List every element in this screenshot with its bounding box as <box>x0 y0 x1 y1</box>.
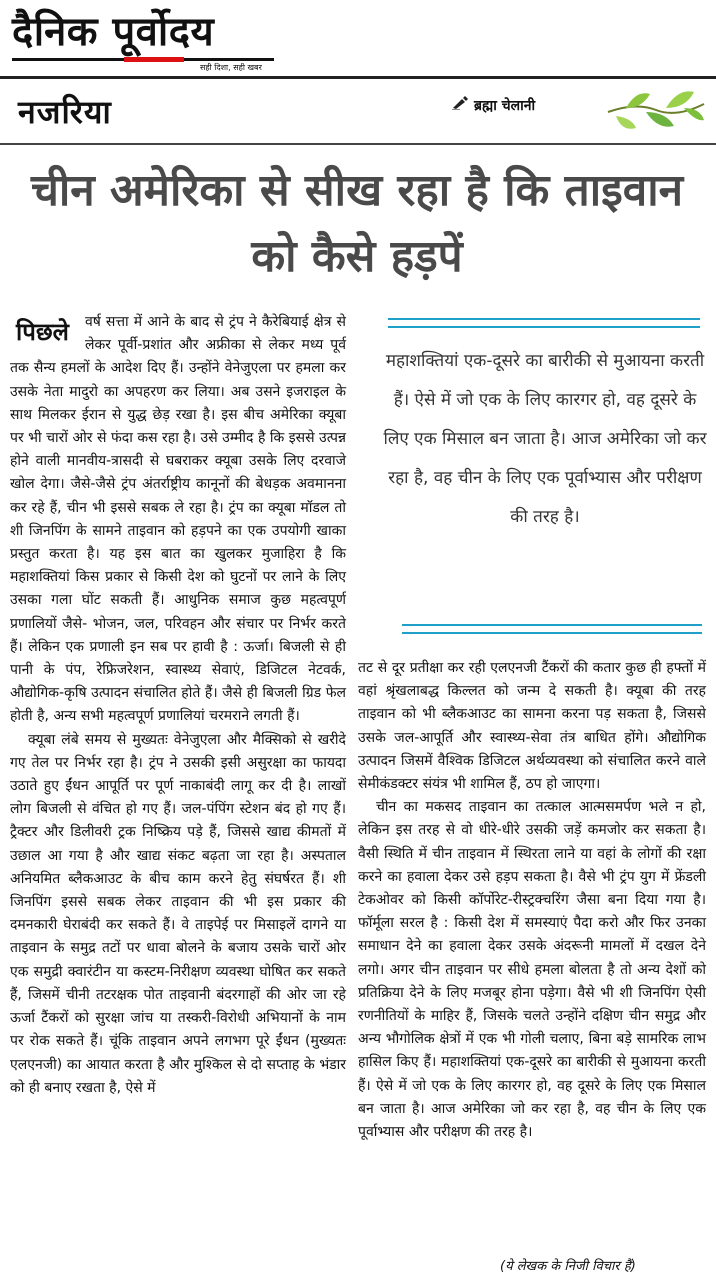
left-column <box>10 311 346 1100</box>
masthead-red-bar <box>124 57 184 62</box>
disclaimer-note: (ये लेखक के निजी विचार हैं) <box>500 1259 636 1274</box>
byline <box>452 96 535 115</box>
paragraph: वर्ष सत्ता में आने के बाद से ट्रंप ने कैरेबियाई क्षेत्र से लेकर पूर्वी-प्रशांत और अफ्रीका से लेकर मध्य पूर्व तक सैन्य हमलों के आदेश दिए हैं। उन्होंने वेनेजुएला पर हमला कर उसके नेता मादुरो का अपहरण कर लिया। अब उसने इजराइल के साथ मिलकर ईरान से युद्ध छेड़ रखा है। इस बीच अमेरिका क्यूबा पर भी चारों ओर से फंदा कस रहा है। उसे उम्मीद है कि इससे उत्पन्न होने वाली मानवीय-त्रासदी से घबराकर क्यूबा उसके लिए दरवाजे खोल देगा। जैसे-जैसे ट्रंप अंतर्राष्ट्रीय कानूनों की बेधड़क अवमानना कर रहे हैं, चीन भी इससे सबक ले रहा है। ट्रंप का क्यूबा मॉडल तो शी जिनपिंग के सामने ताइवान को हड़पने का एक उपयोगी खाका प्रस्तुत करता है। यह इस बात का खुलकर मुजाहिरा है कि महाशक्तियां किस प्रकार से किसी देश को घुटनों पर लाने के लिए उसका गला घोंट सकती हैं। आधुनिक समाज कुछ महत्वपूर्ण प्रणालियों जैसे- भोजन, जल, परिवहन और संचार पर निर्भर करते हैं। लेकिन एक प्रणाली इन सब पर हावी है : ऊर्जा। बिजली से ही पानी के पंप, रेफ्रिजरेशन, स्वास्थ्य सेवाएं, डिजिटल नेटवर्क, औद्योगिक-कृषि उत्पादन संचालित होते हैं। जैसे ही बिजली ग्रिड फेल होती है, अन्य सभी महत्वपूर्ण प्रणालियां चरमराने लगती हैं। <box>10 314 346 725</box>
dropcap-word: पिछले <box>16 318 69 346</box>
section-top-rule <box>0 76 716 79</box>
article-headline: चीन अमेरिका से सीख रहा है कि ताइवान को कैसे हड़पें <box>30 165 684 282</box>
masthead <box>10 2 280 72</box>
paragraph: तट से दूर प्रतीक्षा कर रही एलएनजी टैंकरों की कतार कुछ ही हफ्तों में वहां श्रृंखलाबद्ध किल्लत को जन्म दे सकती है। क्यूबा की तरह ताइवान को भी ब्लैकआउट का सामना करना पड़ सकता है, जिससे उसके जल-आपूर्ति और स्वास्थ्य-सेवा तंत्र बाधित होंगे। औद्योगिक उत्पादन जिसमें वैश्विक डिजिटल अर्थव्यवस्था को संचालित करने वाले सेमीकंडक्टर संयंत्र भी शामिल हैं, ठप हो जाएगा। <box>358 660 706 793</box>
paragraph: चीन का मकसद ताइवान का तत्काल आत्मसमर्पण भले न हो, लेकिन इस तरह से वो धीरे-धीरे उसकी जड़ें कमजोर कर सकता है। वैसी स्थिति में चीन ताइवान में स्थिरता लाने या वहां के लोगों की रक्षा करने का हवाला देकर उसे हड़प सकता है। वैसे भी ट्रंप युग में फ्रेंडली टेकओवर को किसी कॉर्पोरेट-रीस्ट्रक्चरिंग जैसा बना दिया गया है। फॉर्मूला सरल है : किसी देश में समस्याएं पैदा करो और फिर उनका समाधान देने का हवाला देकर उसके अंदरूनी मामलों में दखल देने लगो। अगर चीन ताइवान पर सीधे हमला बोलता है तो अन्य देशों को प्रतिक्रिया देने के लिए मजबूर होना पड़ेगा। वैसे भी शी जिनपिंग ऐसी रणनीतियों के माहिर हैं, जिसके चलते उन्होंने दक्षिण चीन समुद्र और अन्य भौगोलिक क्षेत्रों में एक भी गोली चलाए, बिना बड़े सामरिक लाभ हासिल किए हैं। महाशक्तियां एक-दूसरे का बारीकी से मुआयना करती हैं। ऐसे में जो एक के लिए कारगर हो, वह दूसरे के लिए एक मिसाल बन जाता है। आज अमेरिका जो कर रहा है, वह चीन के लिए एक पूर्वाभ्यास और परीक्षण की तरह है। <box>358 799 706 1141</box>
right-column <box>358 657 706 1144</box>
pullquote-top-rule <box>388 318 700 334</box>
section-title: नजरिया <box>18 93 112 131</box>
pullquote-bottom-rule <box>402 624 702 640</box>
pullquote: महाशक्तियां एक-दूसरे का बारीकी से मुआयना करती हैं। ऐसे में जो एक के लिए कारगर हो, वह दूसरे के लिए एक मिसाल बन जाता है। आज अमेरिका जो कर रहा है, वह चीन के लिए एक पूर्वाभ्यास और परीक्षण की तरह है। <box>383 351 707 527</box>
paragraph: क्यूबा लंबे समय से मुख्यतः वेनेजुएला और मैक्सिको से खरीदे गए तेल पर निर्भर रहा है। ट्रंप ने उसकी इसी असुरक्षा का फायदा उठाते हुए ईंधन आपूर्ति पर पूर्ण नाकाबंदी लागू कर दी है। लाखों लोग बिजली से वंचित हो गए हैं। जल-पंपिंग स्टेशन बंद हो गए हैं। ट्रैक्टर और डिलीवरी ट्रक निष्क्रिय पड़े हैं, जिससे खाद्य कीमतों में उछाल आ गया है और खाद्य संकट बढ़ता जा रहा है। अस्पताल अनियमित ब्लैकआउट के बीच काम करने हेतु संघर्षरत हैं। शी जिनपिंग इससे सबक लेकर ताइवान की भी इस प्रकार की दमनकारी घेराबंदी कर सकते हैं। वे ताइपेई पर मिसाइलें दागने या ताइवान के समुद्र तटों पर धावा बोलने के बजाय उसके चारों ओर एक समुद्री क्वारंटीन या कस्टम-निरीक्षण व्यवस्था घोषित कर सकते हैं, जिसमें चीनी तटरक्षक पोत ताइवानी बंदरगाहों की ओर जा रहे ऊर्जा टैंकरों को सुरक्षा जांच या तस्करी-विरोधी अभियानों के नाम पर रोक सकते हैं। चूंकि ताइवान अपने लगभग पूरे ईंधन (मुख्यतः एलएनजी) का आयात करता है और मुश्किल से दो सप्ताह के भंडार को ही बनाए रखता है, ऐसे में <box>10 731 346 1096</box>
newspaper-title: दैनिक पूर्वोदय <box>12 8 215 55</box>
pen-icon <box>452 96 468 114</box>
newspaper-tagline: सही दिशा, सही खबर <box>200 63 262 72</box>
section-divider <box>0 143 716 145</box>
leaf-decoration-icon <box>606 82 706 142</box>
author-name: ब्रह्मा चेलानी <box>474 98 536 114</box>
